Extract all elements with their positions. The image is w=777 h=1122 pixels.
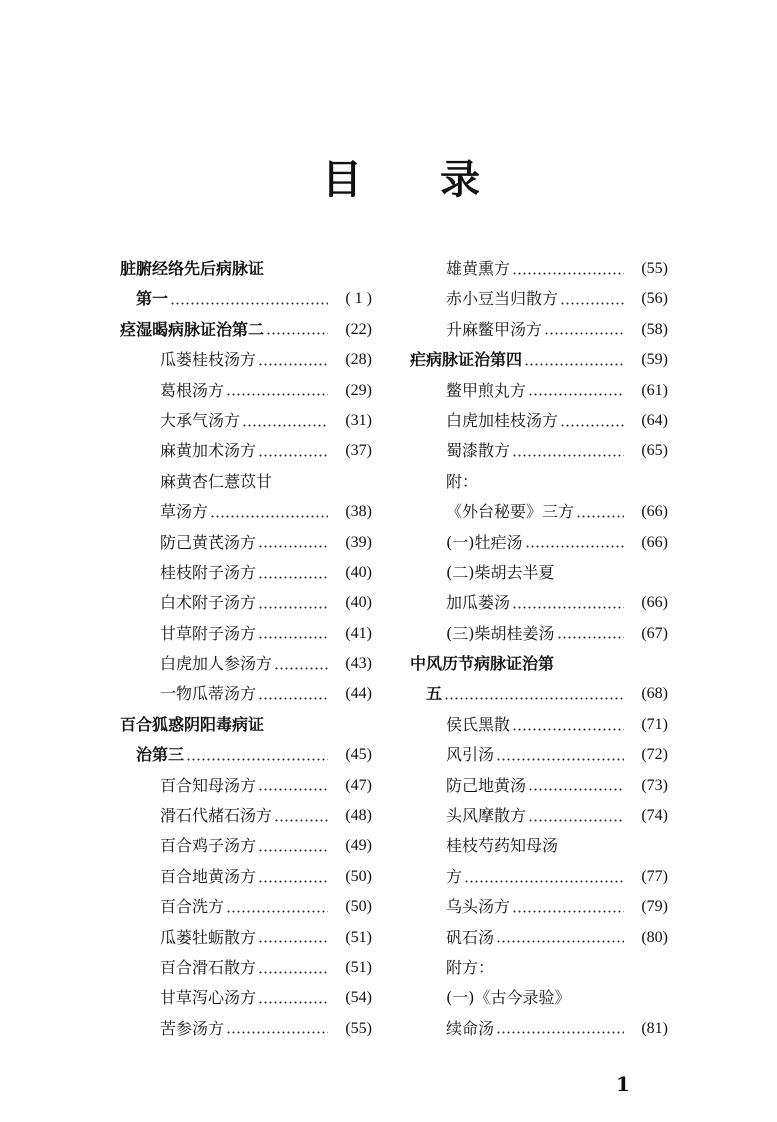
page-title-char-2: 录 <box>440 156 480 203</box>
toc-entry <box>410 315 668 345</box>
toc-entry-title: 续命汤 <box>446 1018 495 1038</box>
toc-entry-title: 甘草附子汤方 <box>160 623 257 643</box>
dot-leader <box>496 940 624 943</box>
toc-page-ref: (43) <box>345 655 372 673</box>
toc-entry <box>120 831 372 861</box>
toc-page-ref: ( 1 ) <box>345 290 372 308</box>
toc-page-ref: (37) <box>345 442 372 460</box>
toc-entry-title: 百合地黄汤方 <box>160 866 257 886</box>
toc-entry <box>120 619 372 649</box>
toc-entry-title: 附： <box>446 471 479 491</box>
toc-entry-title: 白虎加人参汤方 <box>160 654 273 674</box>
toc-page-ref: (49) <box>345 837 372 855</box>
toc-entry-title: (一)《古今录验》 <box>446 988 571 1008</box>
toc-chapter-entry <box>120 740 372 770</box>
dot-leader <box>274 819 328 822</box>
toc-entry-title: 葛根汤方 <box>160 380 225 400</box>
toc-entry <box>120 801 372 831</box>
toc-entry <box>120 862 372 892</box>
toc-page-ref: (68) <box>641 685 668 703</box>
dot-leader <box>258 849 328 852</box>
toc-entry-title: 头风摩散方 <box>446 806 527 826</box>
toc-entry-title: 加瓜蒌汤 <box>446 593 511 613</box>
toc-entry <box>410 467 668 497</box>
dot-leader <box>258 363 328 366</box>
toc-page-ref: (80) <box>641 928 668 946</box>
toc-entry-title: 赤小豆当归散方 <box>446 289 559 309</box>
dot-leader <box>544 332 624 335</box>
toc-entry-title: 草汤方 <box>160 502 209 522</box>
toc-entry <box>410 923 668 953</box>
toc-page-ref: (39) <box>345 533 372 551</box>
toc-entry-title: 一物瓜蒂汤方 <box>160 684 257 704</box>
toc-entry <box>120 558 372 588</box>
toc-page-ref: (40) <box>345 563 372 581</box>
toc-entry <box>120 1014 372 1044</box>
toc-entry-title: 治第三 <box>136 745 185 765</box>
toc-page-ref: (31) <box>345 411 372 429</box>
toc-entry-title: 桂枝芍药知母汤 <box>446 836 559 856</box>
toc-page-ref: (55) <box>345 1019 372 1037</box>
toc-chapter-entry <box>120 254 372 284</box>
toc-entry <box>120 923 372 953</box>
toc-entry <box>410 892 668 922</box>
dot-leader <box>258 880 328 883</box>
dot-leader <box>496 1031 624 1034</box>
toc-entry-title: 《外台秘要》三方 <box>446 502 575 522</box>
toc-entry <box>120 406 372 436</box>
toc-page-ref: (58) <box>641 320 668 338</box>
page-title-char-1: 目 <box>322 156 362 203</box>
toc-entry-title: 大承气汤方 <box>160 410 241 430</box>
toc-page-ref: (22) <box>345 320 372 338</box>
toc-page-ref: (59) <box>641 351 668 369</box>
dot-leader <box>258 697 328 700</box>
toc-entry <box>410 740 668 770</box>
toc-entry <box>120 436 372 466</box>
toc-entry-title: 矾石汤 <box>446 927 495 947</box>
toc-entry-title: 雄黄熏方 <box>446 259 511 278</box>
toc-entry-title: 滑石代赭石汤方 <box>160 806 273 826</box>
toc-entry-title: (二)柴胡去半夏 <box>446 562 555 582</box>
dot-leader <box>266 332 328 335</box>
dot-leader <box>258 606 328 609</box>
toc-left-column <box>120 254 372 1044</box>
toc-entry <box>410 953 668 983</box>
dot-leader <box>258 576 328 579</box>
toc-entry-title: 百合知母汤方 <box>160 775 257 795</box>
dot-leader <box>210 515 328 518</box>
toc-page-ref: (79) <box>641 898 668 916</box>
toc-entry <box>410 801 668 831</box>
toc-entry <box>410 497 668 527</box>
toc-entry <box>120 679 372 709</box>
toc-page-ref: (41) <box>345 624 372 642</box>
toc-page-ref: (71) <box>641 715 668 733</box>
toc-entry-title: 百合狐惑阴阳毒病证 <box>120 714 265 734</box>
toc-entry <box>120 771 372 801</box>
toc-entry-title: 瓜蒌牡蛎散方 <box>160 927 257 947</box>
toc-entry-title: 方 <box>446 866 463 886</box>
toc-entry <box>410 1014 668 1044</box>
toc-page-ref: (66) <box>641 503 668 521</box>
toc-entry-title: 蜀漆散方 <box>446 441 511 461</box>
toc-entry-title: 鳖甲煎丸方 <box>446 380 527 400</box>
toc-page-ref: (29) <box>345 381 372 399</box>
toc-page-ref: (66) <box>641 533 668 551</box>
toc-entry <box>410 436 668 466</box>
toc-entry-title: 乌头汤方 <box>446 897 511 917</box>
toc-page-ref: (45) <box>345 746 372 764</box>
dot-leader <box>512 454 624 457</box>
dot-leader <box>512 728 624 731</box>
toc-entry-title: 百合滑石散方 <box>160 957 257 977</box>
toc-entry-title: 甘草泻心汤方 <box>160 988 257 1008</box>
toc-entry <box>120 376 372 406</box>
toc-entry-title: 瓜蒌桂枝汤方 <box>160 350 257 370</box>
dot-leader <box>226 393 328 396</box>
toc-entry-title: 防己黄芪汤方 <box>160 532 257 552</box>
toc-entry-title: 痉湿暍病脉证治第二 <box>120 319 265 339</box>
dot-leader <box>496 758 624 761</box>
toc-page-ref: (50) <box>345 867 372 885</box>
dot-leader <box>464 880 624 883</box>
toc-page-ref: (55) <box>641 260 668 277</box>
toc-entry <box>410 528 668 558</box>
dot-leader <box>258 1001 328 1004</box>
toc-entry <box>410 588 668 618</box>
toc-entry <box>410 558 668 588</box>
toc-entry-title: 百合洗方 <box>160 897 225 917</box>
toc-entry-title: 麻黄杏仁薏苡甘 <box>160 471 273 491</box>
toc-page-ref: (47) <box>345 776 372 794</box>
toc-page-ref: (56) <box>641 290 668 308</box>
toc-chapter-entry <box>410 679 668 709</box>
toc-entry-title: 苦参汤方 <box>160 1018 225 1038</box>
dot-leader <box>258 940 328 943</box>
dot-leader <box>242 424 328 427</box>
toc-entry <box>120 983 372 1013</box>
dot-leader <box>186 758 328 761</box>
toc-entry <box>410 983 668 1013</box>
dot-leader <box>528 393 624 396</box>
toc-entry <box>410 406 668 436</box>
toc-entry <box>410 254 668 284</box>
toc-page-ref: (81) <box>641 1019 668 1037</box>
toc-page-ref: (51) <box>345 928 372 946</box>
dot-leader <box>258 788 328 791</box>
dot-leader <box>557 636 625 639</box>
toc-page-ref: (48) <box>345 807 372 825</box>
dot-leader <box>524 363 624 366</box>
toc-entry <box>410 831 668 861</box>
toc-entry-title: 风引汤 <box>446 745 495 765</box>
toc-entry <box>410 284 668 314</box>
toc-right-column <box>410 254 668 1044</box>
toc-entry-title: 升麻鳖甲汤方 <box>446 319 543 339</box>
dot-leader <box>226 910 328 913</box>
toc-entry-title: 侯氏黑散 <box>446 714 511 734</box>
toc-entry <box>120 649 372 679</box>
toc-entry <box>120 345 372 375</box>
dot-leader <box>258 454 328 457</box>
toc-chapter-entry <box>410 345 668 375</box>
toc-page-ref: (77) <box>641 867 668 885</box>
page-number: 1 <box>616 1072 630 1096</box>
dot-leader <box>560 302 624 305</box>
toc-page-ref: (64) <box>641 411 668 429</box>
dot-leader <box>170 302 328 305</box>
toc-entry <box>410 619 668 649</box>
toc-entry <box>120 497 372 527</box>
toc-entry-title: (三)柴胡桂姜汤 <box>446 623 555 643</box>
toc-chapter-entry <box>120 710 372 740</box>
toc-chapter-entry <box>120 315 372 345</box>
dot-leader <box>560 424 624 427</box>
toc-entry-title: 百合鸡子汤方 <box>160 836 257 856</box>
toc-entry-title: 防己地黄汤 <box>446 775 527 795</box>
toc-entry-title: 第一 <box>136 289 169 309</box>
dot-leader <box>258 636 328 639</box>
dot-leader <box>528 788 624 791</box>
toc-chapter-entry <box>120 284 372 314</box>
toc-entry-title: 白虎加桂枝汤方 <box>446 410 559 430</box>
toc-entry <box>120 892 372 922</box>
toc-page-ref: (40) <box>345 594 372 612</box>
toc-entry-title: 白术附子汤方 <box>160 593 257 613</box>
toc-entry-title: 麻黄加术汤方 <box>160 441 257 461</box>
dot-leader <box>258 545 328 548</box>
dot-leader <box>512 910 624 913</box>
toc-page-ref: (51) <box>345 958 372 976</box>
toc-page-ref: (61) <box>641 381 668 399</box>
dot-leader <box>226 1031 328 1034</box>
toc-page-ref: (74) <box>641 807 668 825</box>
toc-page-ref: (66) <box>641 594 668 612</box>
toc-page-ref: (28) <box>345 351 372 369</box>
toc-entry-title: 中风历节病脉证治第 <box>410 654 555 674</box>
dot-leader <box>528 819 624 822</box>
dot-leader <box>512 272 624 275</box>
toc-page-ref: (38) <box>345 503 372 521</box>
dot-leader <box>444 697 624 700</box>
toc-entry <box>120 528 372 558</box>
toc-entry <box>410 862 668 892</box>
dot-leader <box>274 667 328 670</box>
toc-entry-title: 附方： <box>446 957 495 977</box>
toc-entry-title: 桂枝附子汤方 <box>160 562 257 582</box>
dot-leader <box>525 545 625 548</box>
toc-entry <box>410 710 668 740</box>
toc-page-ref: (44) <box>345 685 372 703</box>
dot-leader <box>258 971 328 974</box>
toc-page-ref: (72) <box>641 746 668 764</box>
toc-entry-title: (一)牡疟汤 <box>446 532 523 552</box>
toc-page-ref: (67) <box>641 624 668 642</box>
toc-entry <box>410 376 668 406</box>
toc-entry <box>120 467 372 497</box>
toc-page-ref: (50) <box>345 898 372 916</box>
toc-entry-title: 疟病脉证治第四 <box>410 350 523 370</box>
toc-chapter-entry <box>410 649 668 679</box>
toc-entry <box>120 953 372 983</box>
toc-entry <box>410 771 668 801</box>
toc-entry <box>120 588 372 618</box>
toc-entry-title: 脏腑经络先后病脉证 <box>120 259 265 278</box>
toc-page-ref: (65) <box>641 442 668 460</box>
toc-page-ref: (54) <box>345 989 372 1007</box>
toc-entry-title: 五 <box>426 684 443 704</box>
dot-leader <box>576 515 624 518</box>
toc-page-ref: (73) <box>641 776 668 794</box>
dot-leader <box>512 606 624 609</box>
